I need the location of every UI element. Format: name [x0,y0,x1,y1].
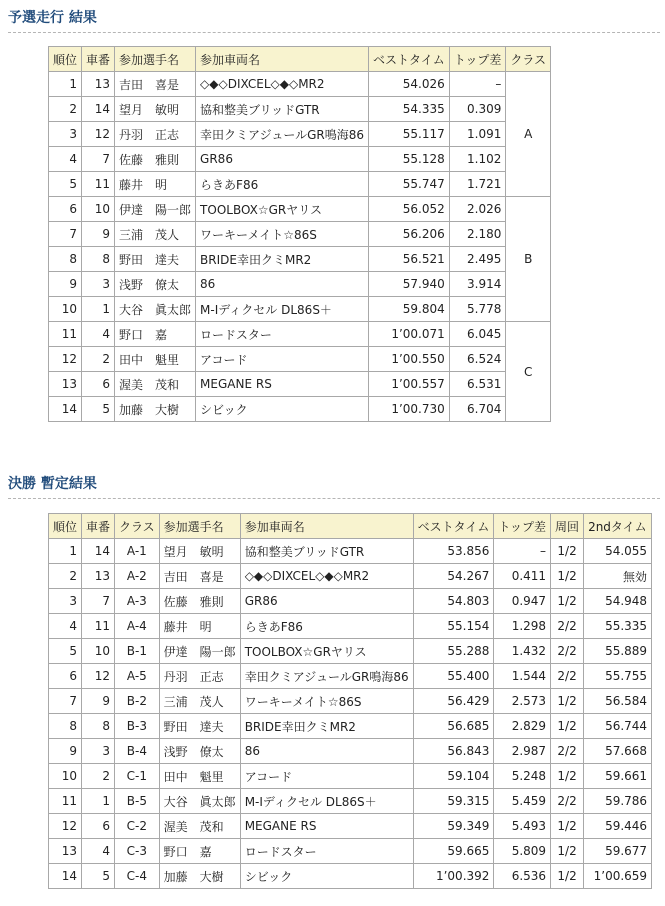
second-time-cell: 59.446 [584,814,652,839]
best-time-cell: 56.052 [369,197,450,222]
best-time-cell: 54.803 [413,589,494,614]
table-row [49,347,551,372]
car-name-cell: アコード [240,764,413,789]
car-number-cell: 4 [82,322,115,347]
header-best-time: ベストタイム [369,47,450,72]
car-number-cell: 2 [82,764,115,789]
car-name-cell: TOOLBOX☆GRヤリス [240,639,413,664]
driver-cell: 三浦 茂人 [115,222,196,247]
second-time-cell: 無効 [584,564,652,589]
car-number-cell: 14 [82,97,115,122]
gap-cell: 5.778 [449,297,506,322]
best-time-cell: 1’00.730 [369,397,450,422]
gap-cell: 0.411 [494,564,551,589]
car-name-cell: らきあF86 [196,172,369,197]
car-name-cell: アコード [196,347,369,372]
car-number-cell: 10 [82,197,115,222]
gap-cell: – [449,72,506,97]
table-row [49,739,652,764]
table-row [49,789,652,814]
gap-cell: 1.298 [494,614,551,639]
car-number-cell: 1 [82,297,115,322]
gap-cell: 2.026 [449,197,506,222]
best-time-cell: 54.026 [369,72,450,97]
position-cell: 2 [49,97,82,122]
header-position: 順位 [49,47,82,72]
car-name-cell: らきあF86 [240,614,413,639]
class-cell: B-5 [115,789,160,814]
laps-cell: 2/2 [551,664,584,689]
class-cell: A-3 [115,589,160,614]
final-title: 決勝 暫定結果 [8,476,97,492]
table-row [49,297,551,322]
position-cell: 7 [49,689,82,714]
class-cell: B-4 [115,739,160,764]
gap-cell: 6.531 [449,372,506,397]
position-cell: 6 [49,664,82,689]
gap-cell: 5.493 [494,814,551,839]
gap-cell: 6.045 [449,322,506,347]
table-row [49,664,652,689]
driver-cell: 伊達 陽一郎 [115,197,196,222]
gap-cell: 1.091 [449,122,506,147]
gap-cell: 1.102 [449,147,506,172]
header-driver: 参加選手名 [115,47,196,72]
car-number-cell: 1 [82,789,115,814]
gap-cell: 2.180 [449,222,506,247]
position-cell: 14 [49,864,82,889]
car-name-cell: GR86 [240,589,413,614]
car-number-cell: 7 [82,589,115,614]
second-time-cell: 56.744 [584,714,652,739]
car-number-cell: 4 [82,839,115,864]
table-row [49,72,551,97]
table-row [49,122,551,147]
driver-cell: 丹羽 正志 [115,122,196,147]
position-cell: 9 [49,272,82,297]
best-time-cell: 55.400 [413,664,494,689]
gap-cell: 1.544 [494,664,551,689]
laps-cell: 1/2 [551,539,584,564]
gap-cell: 5.809 [494,839,551,864]
best-time-cell: 59.665 [413,839,494,864]
best-time-cell: 1’00.071 [369,322,450,347]
position-cell: 8 [49,714,82,739]
car-number-cell: 10 [82,639,115,664]
second-time-cell: 55.335 [584,614,652,639]
position-cell: 4 [49,614,82,639]
car-name-cell: MEGANE RS [196,372,369,397]
header-gap: トップ差 [494,514,551,539]
car-name-cell: TOOLBOX☆GRヤリス [196,197,369,222]
car-name-cell: 86 [240,739,413,764]
driver-cell: 佐藤 雅則 [115,147,196,172]
car-number-cell: 3 [82,739,115,764]
car-number-cell: 6 [82,372,115,397]
driver-cell: 加藤 大樹 [159,864,240,889]
second-time-cell: 56.584 [584,689,652,714]
car-number-cell: 11 [82,172,115,197]
driver-cell: 渥美 茂和 [115,372,196,397]
header-car-name: 参加車両名 [196,47,369,72]
table-row [49,322,551,347]
table-row [49,172,551,197]
gap-cell: 1.721 [449,172,506,197]
best-time-cell: 1’00.557 [369,372,450,397]
position-cell: 1 [49,72,82,97]
second-time-cell: 57.668 [584,739,652,764]
gap-cell: 6.524 [449,347,506,372]
driver-cell: 伊達 陽一郎 [159,639,240,664]
driver-cell: 望月 敏明 [115,97,196,122]
driver-cell: 田中 魁里 [115,347,196,372]
laps-cell: 1/2 [551,864,584,889]
class-cell: C-2 [115,814,160,839]
car-name-cell: シビック [196,397,369,422]
header-best-time: ベストタイム [413,514,494,539]
table-row [49,839,652,864]
table-row [49,564,652,589]
car-number-cell: 11 [82,614,115,639]
driver-cell: 藤井 明 [115,172,196,197]
car-number-cell: 6 [82,814,115,839]
position-cell: 3 [49,589,82,614]
driver-cell: 野口 嘉 [159,839,240,864]
class-cell: A-5 [115,664,160,689]
car-name-cell: 協和整美ブリッドGTR [196,97,369,122]
position-cell: 14 [49,397,82,422]
class-cell: B-2 [115,689,160,714]
car-number-cell: 8 [82,714,115,739]
second-time-cell: 59.661 [584,764,652,789]
table-row [49,614,652,639]
position-cell: 3 [49,122,82,147]
gap-cell: 6.704 [449,397,506,422]
position-cell: 2 [49,564,82,589]
position-cell: 13 [49,839,82,864]
gap-cell: 0.309 [449,97,506,122]
car-name-cell: 協和整美ブリッドGTR [240,539,413,564]
header-class: クラス [115,514,160,539]
class-cell: C [506,322,551,422]
header-car-name: 参加車両名 [240,514,413,539]
laps-cell: 1/2 [551,714,584,739]
table-row [49,764,652,789]
table-row [49,372,551,397]
best-time-cell: 56.429 [413,689,494,714]
gap-cell: 2.495 [449,247,506,272]
position-cell: 11 [49,789,82,814]
header-position: 順位 [49,514,82,539]
driver-cell: 加藤 大樹 [115,397,196,422]
gap-cell: 5.459 [494,789,551,814]
table-row [49,397,551,422]
class-cell: C-3 [115,839,160,864]
laps-cell: 1/2 [551,589,584,614]
car-name-cell: MEGANE RS [240,814,413,839]
gap-cell: 2.573 [494,689,551,714]
qualifying-results-table [48,46,551,422]
second-time-cell: 54.948 [584,589,652,614]
position-cell: 8 [49,247,82,272]
driver-cell: 田中 魁里 [159,764,240,789]
class-cell: C-1 [115,764,160,789]
position-cell: 10 [49,297,82,322]
gap-cell: – [494,539,551,564]
driver-cell: 浅野 僚太 [115,272,196,297]
position-cell: 11 [49,322,82,347]
best-time-cell: 59.104 [413,764,494,789]
class-cell: A-2 [115,564,160,589]
car-number-cell: 8 [82,247,115,272]
class-cell: B-3 [115,714,160,739]
second-time-cell: 1’00.659 [584,864,652,889]
class-cell: A [506,72,551,197]
gap-cell: 3.914 [449,272,506,297]
car-number-cell: 13 [82,72,115,97]
table-row [49,147,551,172]
position-cell: 4 [49,147,82,172]
laps-cell: 1/2 [551,564,584,589]
laps-cell: 2/2 [551,789,584,814]
gap-cell: 6.536 [494,864,551,889]
class-cell: B-1 [115,639,160,664]
car-number-cell: 14 [82,539,115,564]
car-name-cell: ◇◆◇DIXCEL◇◆◇MR2 [196,72,369,97]
header-car-number: 車番 [82,514,115,539]
final-results-table [48,513,652,889]
position-cell: 5 [49,172,82,197]
table-row [49,814,652,839]
car-name-cell: ◇◆◇DIXCEL◇◆◇MR2 [240,564,413,589]
driver-cell: 藤井 明 [159,614,240,639]
class-cell: B [506,197,551,322]
driver-cell: 吉田 喜是 [159,564,240,589]
header-laps: 周回 [551,514,584,539]
driver-cell: 野田 達夫 [115,247,196,272]
final-header-row [49,514,652,539]
car-name-cell: M-Iディクセル DL86S＋ [196,297,369,322]
best-time-cell: 55.747 [369,172,450,197]
best-time-cell: 55.117 [369,122,450,147]
car-name-cell: ワーキーメイト☆86S [196,222,369,247]
position-cell: 12 [49,814,82,839]
laps-cell: 1/2 [551,814,584,839]
class-cell: A-1 [115,539,160,564]
laps-cell: 2/2 [551,639,584,664]
car-number-cell: 9 [82,689,115,714]
car-number-cell: 2 [82,347,115,372]
car-number-cell: 13 [82,564,115,589]
header-second-time: 2ndタイム [584,514,652,539]
car-number-cell: 5 [82,864,115,889]
driver-cell: 吉田 喜是 [115,72,196,97]
table-row [49,714,652,739]
position-cell: 5 [49,639,82,664]
best-time-cell: 56.843 [413,739,494,764]
car-name-cell: ロードスター [240,839,413,864]
driver-cell: 大谷 眞太郎 [159,789,240,814]
driver-cell: 野田 達夫 [159,714,240,739]
best-time-cell: 53.856 [413,539,494,564]
table-row [49,689,652,714]
laps-cell: 1/2 [551,839,584,864]
best-time-cell: 56.685 [413,714,494,739]
header-gap: トップ差 [449,47,506,72]
best-time-cell: 57.940 [369,272,450,297]
laps-cell: 2/2 [551,739,584,764]
position-cell: 10 [49,764,82,789]
final-divider [8,498,660,499]
second-time-cell: 59.677 [584,839,652,864]
table-row [49,864,652,889]
driver-cell: 大谷 眞太郎 [115,297,196,322]
best-time-cell: 56.521 [369,247,450,272]
class-cell: C-4 [115,864,160,889]
qualifying-title: 予選走行 結果 [8,10,97,26]
table-row [49,272,551,297]
car-name-cell: BRIDE幸田クミMR2 [240,714,413,739]
table-row [49,639,652,664]
driver-cell: 三浦 茂人 [159,689,240,714]
second-time-cell: 59.786 [584,789,652,814]
position-cell: 6 [49,197,82,222]
best-time-cell: 55.128 [369,147,450,172]
best-time-cell: 55.154 [413,614,494,639]
car-number-cell: 7 [82,147,115,172]
laps-cell: 2/2 [551,614,584,639]
driver-cell: 渥美 茂和 [159,814,240,839]
car-number-cell: 3 [82,272,115,297]
table-row [49,97,551,122]
table-row [49,539,652,564]
driver-cell: 野口 嘉 [115,322,196,347]
position-cell: 12 [49,347,82,372]
position-cell: 9 [49,739,82,764]
car-name-cell: GR86 [196,147,369,172]
gap-cell: 1.432 [494,639,551,664]
class-cell: A-4 [115,614,160,639]
best-time-cell: 56.206 [369,222,450,247]
laps-cell: 1/2 [551,689,584,714]
second-time-cell: 55.889 [584,639,652,664]
laps-cell: 1/2 [551,764,584,789]
table-row [49,222,551,247]
position-cell: 7 [49,222,82,247]
gap-cell: 2.829 [494,714,551,739]
second-time-cell: 55.755 [584,664,652,689]
header-car-number: 車番 [82,47,115,72]
driver-cell: 丹羽 正志 [159,664,240,689]
best-time-cell: 59.315 [413,789,494,814]
car-name-cell: M-Iディクセル DL86S＋ [240,789,413,814]
car-name-cell: 幸田クミアジュールGR鳴海86 [240,664,413,689]
car-name-cell: BRIDE幸田クミMR2 [196,247,369,272]
header-driver: 参加選手名 [159,514,240,539]
gap-cell: 0.947 [494,589,551,614]
gap-cell: 2.987 [494,739,551,764]
gap-cell: 5.248 [494,764,551,789]
car-name-cell: ロードスター [196,322,369,347]
car-number-cell: 12 [82,664,115,689]
table-row [49,589,652,614]
car-name-cell: 幸田クミアジュールGR鳴海86 [196,122,369,147]
best-time-cell: 59.349 [413,814,494,839]
best-time-cell: 55.288 [413,639,494,664]
header-class: クラス [506,47,551,72]
car-name-cell: 86 [196,272,369,297]
car-number-cell: 12 [82,122,115,147]
driver-cell: 浅野 僚太 [159,739,240,764]
qualifying-divider [8,32,660,33]
position-cell: 1 [49,539,82,564]
best-time-cell: 1’00.392 [413,864,494,889]
car-name-cell: ワーキーメイト☆86S [240,689,413,714]
best-time-cell: 54.335 [369,97,450,122]
driver-cell: 佐藤 雅則 [159,589,240,614]
position-cell: 13 [49,372,82,397]
car-name-cell: シビック [240,864,413,889]
table-row [49,247,551,272]
qualifying-header-row [49,47,551,72]
second-time-cell: 54.055 [584,539,652,564]
best-time-cell: 59.804 [369,297,450,322]
driver-cell: 望月 敏明 [159,539,240,564]
car-number-cell: 5 [82,397,115,422]
car-number-cell: 9 [82,222,115,247]
table-row [49,197,551,222]
best-time-cell: 1’00.550 [369,347,450,372]
best-time-cell: 54.267 [413,564,494,589]
